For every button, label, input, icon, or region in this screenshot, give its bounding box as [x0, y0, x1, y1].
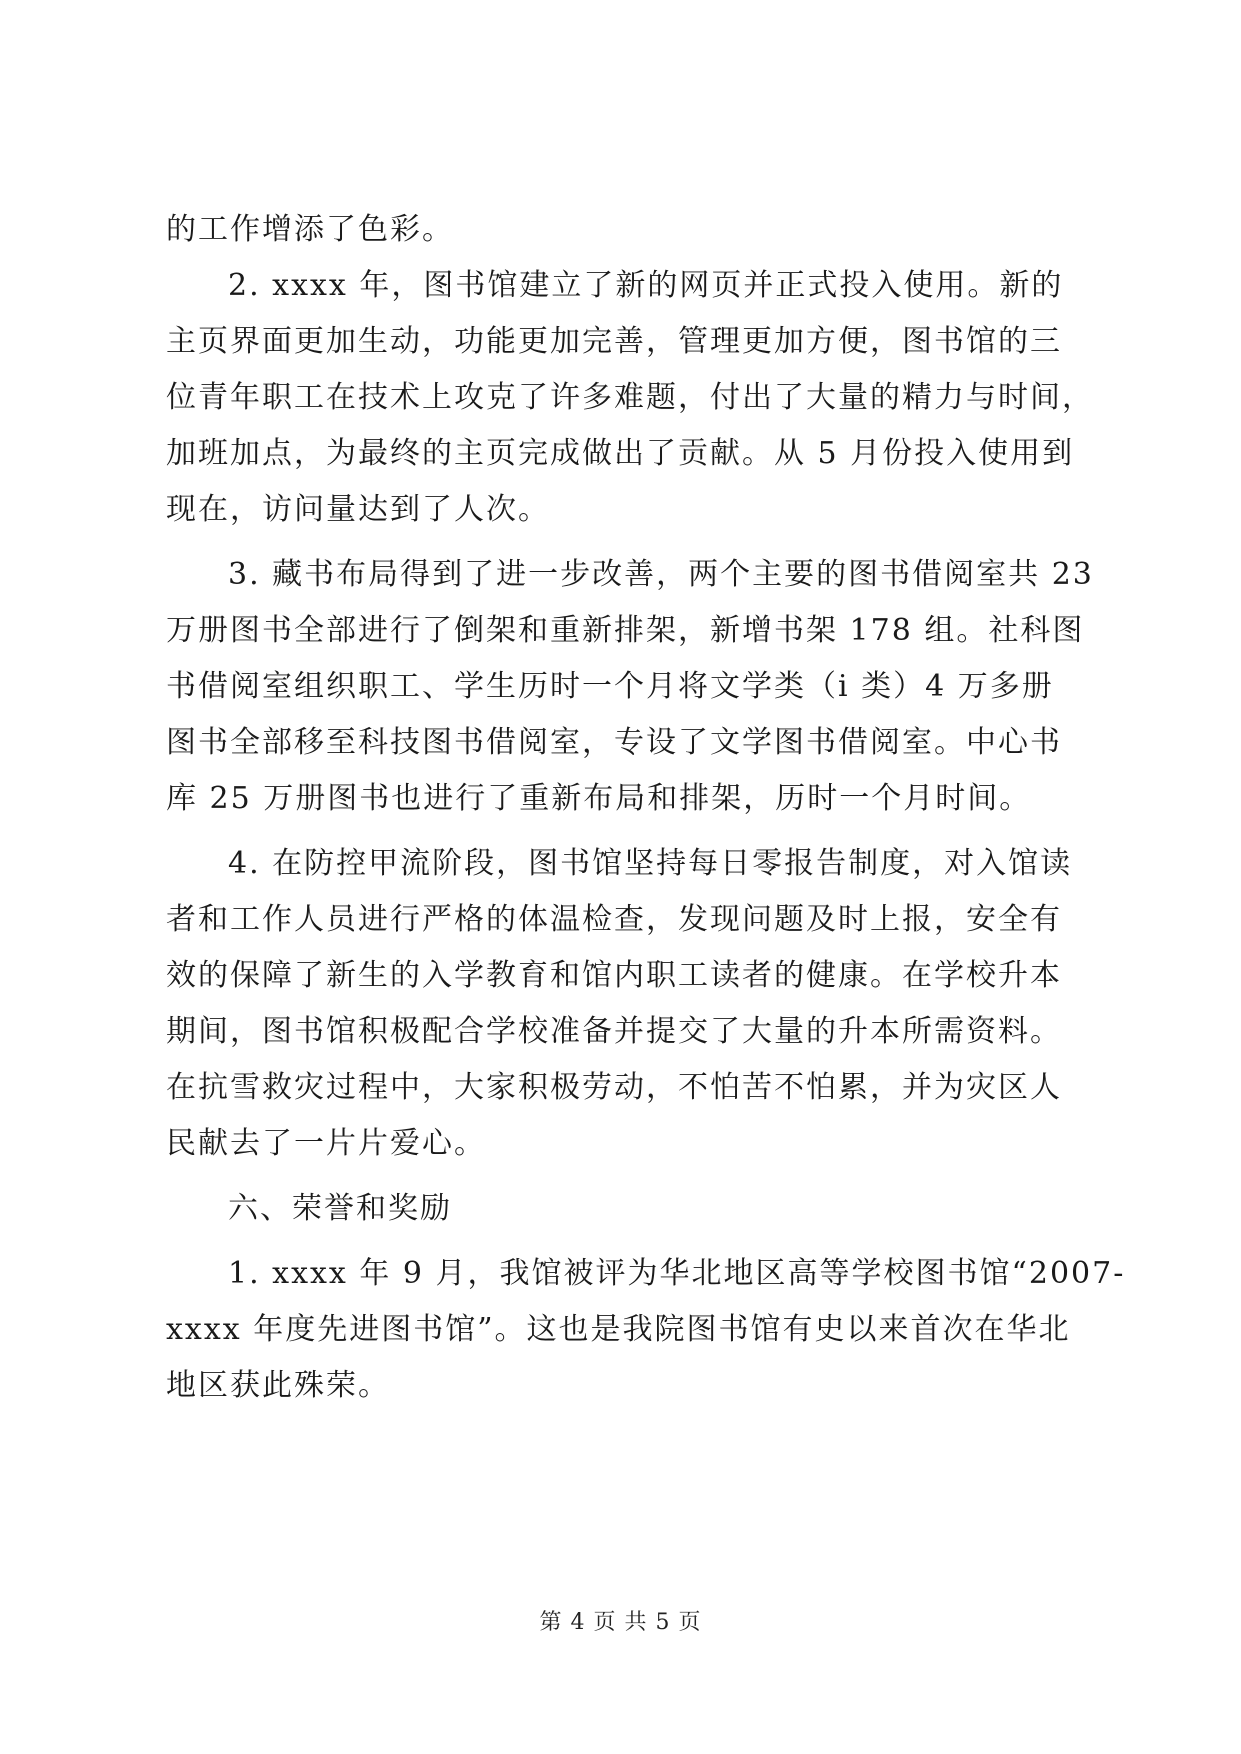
text-line: 期间，图书馆积极配合学校准备并提交了大量的升本所需资料。	[166, 1014, 1062, 1049]
text-line: 4. 在防控甲流阶段，图书馆坚持每日零报告制度，对入馆读	[228, 846, 1073, 881]
text-line: 的工作增添了色彩。	[166, 212, 454, 247]
text-line: 效的保障了新生的入学教育和馆内职工读者的健康。在学校升本	[166, 958, 1062, 993]
page-number-footer: 第 4 页 共 5 页	[539, 1610, 702, 1635]
text-line: 地区获此殊荣。	[166, 1368, 390, 1403]
text-line: 图书全部移至科技图书借阅室，专设了文学图书借阅室。中心书	[166, 725, 1062, 760]
text-line: 主页界面更加生动，功能更加完善，管理更加方便，图书馆的三	[166, 324, 1062, 359]
text-line: 库 25 万册图书也进行了重新布局和排架，历时一个月时间。	[166, 781, 1032, 816]
section-heading: 六、荣誉和奖励	[228, 1191, 452, 1226]
text-line: 万册图书全部进行了倒架和重新排架，新增书架 178 组。社科图	[166, 613, 1085, 648]
text-line: 加班加点，为最终的主页完成做出了贡献。从 5 月份投入使用到	[166, 436, 1075, 471]
text-line: 2. xxxx 年，图书馆建立了新的网页并正式投入使用。新的	[228, 268, 1064, 303]
text-line: xxxx 年度先进图书馆”。这也是我院图书馆有史以来首次在华北	[166, 1312, 1071, 1347]
text-line: 位青年职工在技术上攻克了许多难题，付出了大量的精力与时间，	[166, 380, 1094, 415]
text-line: 者和工作人员进行严格的体温检查，发现问题及时上报，安全有	[166, 902, 1062, 937]
text-line: 书借阅室组织职工、学生历时一个月将文学类（i 类）4 万多册	[166, 669, 1054, 704]
text-line: 现在，访问量达到了人次。	[166, 492, 550, 527]
text-line: 在抗雪救灾过程中，大家积极劳动，不怕苦不怕累，并为灾区人	[166, 1070, 1062, 1105]
text-line: 1. xxxx 年 9 月，我馆被评为华北地区高等学校图书馆“2007-	[228, 1256, 1126, 1291]
text-line: 3. 藏书布局得到了进一步改善，两个主要的图书借阅室共 23	[228, 557, 1094, 592]
text-line: 民献去了一片片爱心。	[166, 1126, 486, 1161]
